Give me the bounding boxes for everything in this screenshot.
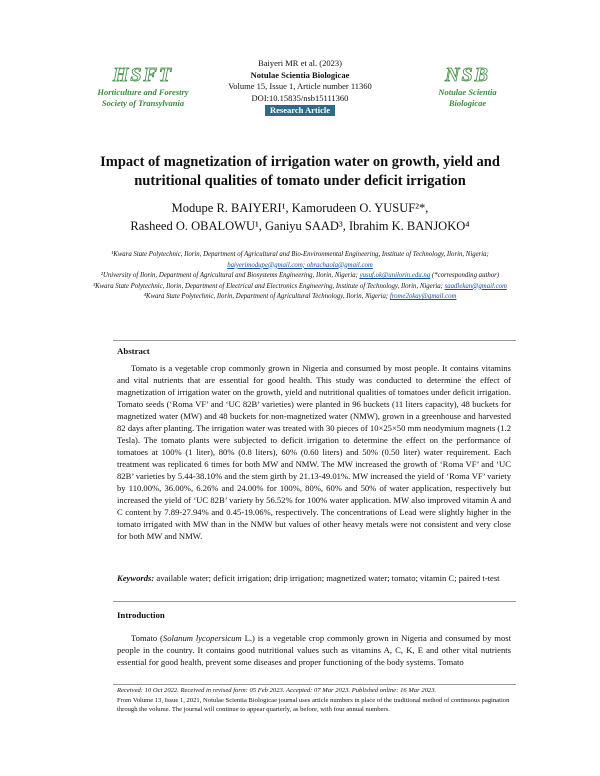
abstract-text: Tomato is a vegetable crop commonly grown in Nigeria and consumed by most people. It contains vitamins and vital nutrients that are essential for good health. This study was conducted to determine the effect of magnetization of irrigation water on the growth, yield and nutritional qualities of tomatoes under deficit irrigation. Tomato seeds (‘Roma VF’ and ‘UC 82B’ varieties) were planted in 96 buckets (11 liters capacity), 48 buckets for magnetized water (MW) and 48 buckets for non-magnetized water (NMW), grown in a greenhouse and harvested 82 days after planting. The irrigation water was treated with 30 pieces of 10×25×50 mm neodymium magnets (1.2 Tesla). The tomato plants were subjected to deficit irrigation to determine the effect on the performance of tomatoes at 100% (1 liter), 80% (0.8 liters), 60% (0.60 liters) and 50% (0.50 liter) water requirement. Each treatment was replicated 6 times for both MW and NMW. The MW increased the growth of ‘Roma VF’ and ‘UC 82B’ varieties by 5.44-38.10% and the stem girth by 21.13-49.01%. MW increased the yield of ‘Roma VF’ variety by 110.00%, 36.00%, 6.26% and 24.00% for 100%, 80%, 60% and 50% of water application, respectively but increased the yield of ‘UC 82B’ variety by 56.52% for 100% water application. MW also improved vitamin A and C content by 7.89-27.94% and 0.45-19.06%, respectively. The concentrations of Lead were slightly higher in the tomato irrigated with MW than in the NMW but values of other heavy metals were not consistent and very close for both MW and NMW. [117, 363, 511, 541]
keywords-list: available water; deficit irrigation; drip irrigation; magnetized water; tomato; vitamin C; paired t-test [156, 573, 500, 583]
affiliations [80, 250, 520, 303]
affiliation-4 [80, 292, 520, 303]
affiliation-1-emails[interactable]: baiyerimodupe@gmail.com; obrachaola@gmail.com [227, 261, 373, 269]
affiliation-2 [80, 271, 520, 282]
publication-dates: Received: 10 Oct 2022. Received in revised form: 05 Feb 2023. Accepted: 07 Mar 2023. Published online: 16 Mar 2023. [117, 687, 437, 694]
journal-masthead [200, 58, 400, 117]
doi[interactable]: DOI:10.15835/nsb15111360 [251, 92, 349, 103]
volume-info: Volume 15, Issue 1, Article number 11360 [228, 81, 372, 91]
affiliation-2-text: ²University of Ilorin, Department of Agricultural and Biosystems Engineering, Ilorin, Nigeria; [100, 272, 358, 279]
affiliation-4-text: ⁴Kwara State Polytechnic, Ilorin, Department of Agricultural Technology, Ilorin, Nigeria; [143, 293, 389, 300]
introduction-heading: Introduction [117, 610, 165, 620]
authors-line-2: Rasheed O. OBALOWU¹, Ganiyu SAAD³, Ibrahim K. BANJOKO⁴ [130, 219, 470, 233]
abstract-bottom-rule [113, 601, 516, 602]
corresponding-note: (*corresponding author) [431, 272, 500, 279]
hsft-logo-line2: Society of Transylvania [101, 98, 185, 108]
intro-text-after: L.) is a vegetable crop commonly grown in Nigeria and consumed by most people in the country. It contains good nutritional values such as vitamins A, C, K, E and other vital nutrients essential for good health, prevent some diseases and proper functioning of the body systems. Tomato [117, 633, 512, 667]
footer [117, 686, 511, 715]
nsb-logo-acronym: NSB [445, 64, 490, 86]
citation: Baiyeri MR et al. (2023) [258, 58, 342, 68]
intro-text-before: Tomato ( [131, 633, 163, 643]
journal-name: Notulae Scientia Biologicae [250, 69, 350, 80]
affiliation-2-email[interactable]: yusuf.ok@unilorin.edu.ng [359, 272, 431, 279]
affiliation-3-text: ³Kwara State Polytechnic, Ilorin, Department of Electrical and Electronics Engineering, Institute of Technology, Ilorin, Nigeria; [93, 282, 443, 290]
nsb-logo-line2: Biologicae [448, 98, 487, 108]
article-type-badge: Research Article [265, 105, 335, 116]
nsb-logo [420, 64, 515, 109]
species-name: Solanum lycopersicum [162, 633, 242, 643]
hsft-logo-line1: Horticulture and Forestry [97, 87, 189, 97]
keywords [117, 572, 511, 584]
authors-line-1: Modupe R. BAIYERI¹, Kamorudeen O. YUSUF²*, [171, 201, 429, 215]
keywords-label: Keywords: [117, 573, 155, 583]
nsb-logo-line1: Notulae Scientia [438, 87, 497, 97]
abstract-heading: Abstract [117, 346, 150, 356]
affiliation-3 [80, 282, 520, 293]
hsft-logo [88, 64, 198, 109]
affiliation-4-email[interactable]: frome2okay@gmail.com [389, 293, 457, 300]
author-list [60, 199, 540, 235]
pagination-note: From Volume 13, Issue 1, 2021, Notulae Scientia Biologicae journal uses article numbers in place of the traditional method of continuous pagination through the volume. The journal will continue to appear quarterly, as before, with four annual numbers. [117, 696, 510, 713]
abstract-top-rule [113, 340, 516, 341]
affiliation-1-text: ¹Kwara State Polytechnic, Ilorin, Department of Agricultural and Bio-Environmental Engineering, Institute of Technology, Ilorin, Nigeria; [111, 251, 489, 258]
hsft-logo-acronym: HSFT [112, 64, 174, 86]
paper-title: Impact of magnetization of irrigation water on growth, yield and nutritional qualities of tomato under deficit irrigation [100, 154, 500, 189]
introduction-text [117, 632, 511, 668]
affiliation-1 [80, 250, 520, 271]
affiliation-3-email[interactable]: saadlekan@gmail.com [444, 282, 507, 290]
footer-rule [113, 684, 516, 685]
